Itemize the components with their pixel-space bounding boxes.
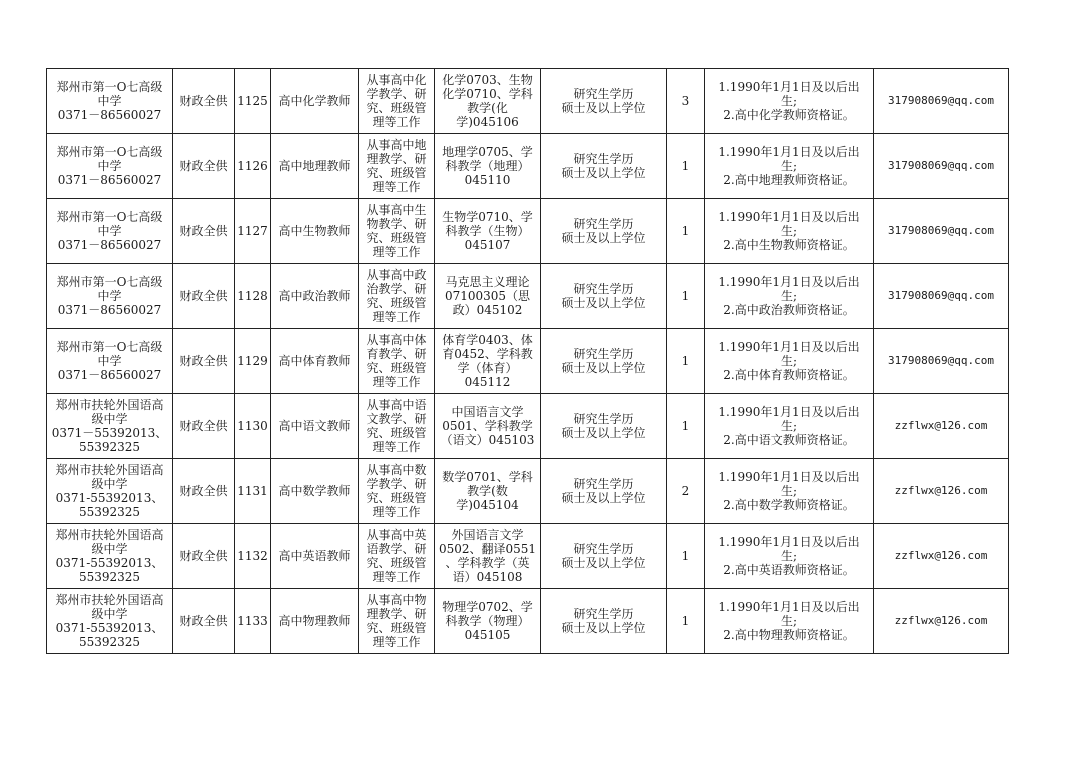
table-row (47, 134, 1009, 199)
major-line: 045105 (464, 628, 511, 642)
unit-line: 级中学 (91, 477, 128, 491)
email-cell: 317908069@qq.com (874, 134, 1009, 199)
headcount-cell: 1 (667, 264, 705, 329)
position-name-cell: 高中数学教师 (271, 459, 359, 524)
major-line: 科教学（生物） (445, 224, 530, 238)
requirements-line: 生; (780, 224, 798, 238)
education-cell (541, 199, 667, 264)
email-cell: 317908069@qq.com (874, 199, 1009, 264)
duty-line: 究、班级管 (366, 231, 427, 245)
unit-line: 郑州市扶轮外国语高 (55, 528, 164, 542)
duty-line: 究、班级管 (366, 426, 427, 440)
requirements-line: 生; (780, 289, 798, 303)
headcount-cell: 3 (667, 69, 705, 134)
unit-line: 0371-55392013、 (55, 556, 164, 570)
major-line: 数学0701、学科 (442, 470, 533, 484)
requirements-line: 生; (780, 419, 798, 433)
duty-cell (359, 329, 435, 394)
requirements-line: 2.高中体育教师资格证。 (723, 368, 855, 382)
table-row (47, 459, 1009, 524)
major-line: 045107 (464, 238, 511, 252)
funding-cell: 财政全供 (173, 589, 235, 654)
education-line: 研究生学历 (573, 152, 634, 166)
education-line: 硕士及以上学位 (561, 361, 646, 375)
requirements-line: 1.1990年1月1日及以后出 (718, 600, 860, 614)
duty-line: 究、班级管 (366, 491, 427, 505)
duty-line: 究、班级管 (366, 101, 427, 115)
unit-line: 55392325 (78, 635, 141, 649)
duty-line: 从事高中语 (366, 398, 427, 412)
education-cell (541, 264, 667, 329)
funding-cell: 财政全供 (173, 329, 235, 394)
requirements-cell (705, 69, 874, 134)
unit-line: 郑州市扶轮外国语高 (55, 398, 164, 412)
unit-line: 郑州市第一O七高级 (56, 80, 163, 94)
major-cell (435, 199, 541, 264)
email-cell: 317908069@qq.com (874, 69, 1009, 134)
duty-line: 理等工作 (372, 245, 421, 259)
unit-cell (47, 134, 173, 199)
education-line: 研究生学历 (573, 282, 634, 296)
duty-line: 育教学、研 (366, 347, 427, 361)
major-line: 045112 (464, 375, 511, 389)
funding-cell: 财政全供 (173, 524, 235, 589)
duty-line: 究、班级管 (366, 556, 427, 570)
duty-line: 究、班级管 (366, 621, 427, 635)
table-row (47, 589, 1009, 654)
unit-line: 0371－55392013、 (51, 426, 168, 440)
major-line: （语文）045103 (440, 433, 535, 447)
duty-line: 理教学、研 (366, 607, 427, 621)
requirements-line: 生; (780, 484, 798, 498)
requirements-line: 1.1990年1月1日及以后出 (718, 405, 860, 419)
unit-line: 级中学 (91, 542, 128, 556)
duty-cell (359, 394, 435, 459)
requirements-line: 2.高中地理教师资格证。 (723, 173, 855, 187)
requirements-line: 2.高中化学教师资格证。 (723, 108, 855, 122)
requirements-line: 生; (780, 159, 798, 173)
major-cell (435, 264, 541, 329)
requirements-line: 生; (780, 549, 798, 563)
table-row (47, 329, 1009, 394)
unit-line: 中学 (97, 159, 122, 173)
position-code-cell: 1130 (235, 394, 271, 459)
table-row (47, 69, 1009, 134)
major-cell (435, 589, 541, 654)
education-line: 硕士及以上学位 (561, 426, 646, 440)
requirements-cell (705, 589, 874, 654)
unit-cell (47, 394, 173, 459)
table-row (47, 524, 1009, 589)
duty-cell (359, 134, 435, 199)
requirements-line: 1.1990年1月1日及以后出 (718, 145, 860, 159)
unit-line: 55392325 (78, 505, 141, 519)
major-cell (435, 394, 541, 459)
duty-cell (359, 589, 435, 654)
duty-cell (359, 69, 435, 134)
unit-line: 0371－86560027 (57, 303, 162, 317)
unit-line: 0371－86560027 (57, 173, 162, 187)
education-line: 硕士及以上学位 (561, 166, 646, 180)
unit-line: 中学 (97, 354, 122, 368)
major-line: 化学0703、生物 (442, 73, 533, 87)
requirements-line: 生; (780, 354, 798, 368)
requirements-line: 生; (780, 614, 798, 628)
duty-line: 究、班级管 (366, 166, 427, 180)
major-line: 教学(化 (467, 101, 508, 115)
position-name-cell: 高中体育教师 (271, 329, 359, 394)
major-line: 地理学0705、学 (442, 145, 533, 159)
major-line: 体育学0403、体 (442, 333, 533, 347)
table-row (47, 264, 1009, 329)
duty-line: 理等工作 (372, 505, 421, 519)
duty-line: 究、班级管 (366, 296, 427, 310)
unit-line: 中学 (97, 289, 122, 303)
duty-line: 从事高中化 (366, 73, 427, 87)
major-line: 学)045104 (456, 498, 519, 512)
education-line: 研究生学历 (573, 607, 634, 621)
headcount-cell: 1 (667, 329, 705, 394)
education-line: 硕士及以上学位 (561, 231, 646, 245)
funding-cell: 财政全供 (173, 264, 235, 329)
unit-line: 郑州市第一O七高级 (56, 275, 163, 289)
education-line: 研究生学历 (573, 217, 634, 231)
requirements-cell (705, 199, 874, 264)
funding-cell: 财政全供 (173, 459, 235, 524)
unit-line: 0371－86560027 (57, 238, 162, 252)
major-line: 学（体育） (457, 361, 518, 375)
headcount-cell: 2 (667, 459, 705, 524)
major-line: 化学0710、学科 (442, 87, 533, 101)
unit-line: 郑州市第一O七高级 (56, 210, 163, 224)
education-line: 研究生学历 (573, 412, 634, 426)
requirements-line: 2.高中生物教师资格证。 (723, 238, 855, 252)
duty-line: 从事高中政 (366, 268, 427, 282)
unit-line: 级中学 (91, 412, 128, 426)
requirements-line: 2.高中物理教师资格证。 (723, 628, 855, 642)
unit-line: 55392325 (78, 570, 141, 584)
duty-line: 理等工作 (372, 115, 421, 129)
duty-line: 从事高中生 (366, 203, 427, 217)
major-line: 科教学（地理） (445, 159, 530, 173)
duty-line: 理等工作 (372, 310, 421, 324)
major-line: 外国语言文学 (451, 528, 524, 542)
duty-line: 语教学、研 (366, 542, 427, 556)
requirements-cell (705, 134, 874, 199)
major-line: 07100305（思 (444, 289, 531, 303)
headcount-cell: 1 (667, 589, 705, 654)
email-cell: zzflwx@126.com (874, 589, 1009, 654)
requirements-line: 2.高中政治教师资格证。 (723, 303, 855, 317)
duty-line: 物教学、研 (366, 217, 427, 231)
education-line: 硕士及以上学位 (561, 491, 646, 505)
email-cell: zzflwx@126.com (874, 524, 1009, 589)
email-cell: zzflwx@126.com (874, 459, 1009, 524)
position-code-cell: 1132 (235, 524, 271, 589)
headcount-cell: 1 (667, 524, 705, 589)
position-name-cell: 高中政治教师 (271, 264, 359, 329)
education-cell (541, 69, 667, 134)
requirements-line: 1.1990年1月1日及以后出 (718, 275, 860, 289)
position-code-cell: 1127 (235, 199, 271, 264)
position-name-cell: 高中语文教师 (271, 394, 359, 459)
headcount-cell: 1 (667, 199, 705, 264)
position-code-cell: 1131 (235, 459, 271, 524)
requirements-line: 1.1990年1月1日及以后出 (718, 80, 860, 94)
major-line: 教学(数 (467, 484, 508, 498)
position-code-cell: 1129 (235, 329, 271, 394)
position-name-cell: 高中生物教师 (271, 199, 359, 264)
requirements-cell (705, 394, 874, 459)
duty-line: 理等工作 (372, 180, 421, 194)
major-cell (435, 329, 541, 394)
position-code-cell: 1128 (235, 264, 271, 329)
education-line: 研究生学历 (573, 347, 634, 361)
unit-line: 0371-55392013、 (55, 491, 164, 505)
education-cell (541, 394, 667, 459)
position-code-cell: 1125 (235, 69, 271, 134)
duty-line: 治教学、研 (366, 282, 427, 296)
duty-line: 从事高中物 (366, 593, 427, 607)
education-cell (541, 589, 667, 654)
education-line: 研究生学历 (573, 87, 634, 101)
unit-cell (47, 199, 173, 264)
requirements-line: 1.1990年1月1日及以后出 (718, 340, 860, 354)
unit-cell (47, 589, 173, 654)
position-name-cell: 高中化学教师 (271, 69, 359, 134)
requirements-line: 1.1990年1月1日及以后出 (718, 535, 860, 549)
duty-line: 理等工作 (372, 635, 421, 649)
duty-line: 学教学、研 (366, 87, 427, 101)
unit-line: 0371－86560027 (57, 108, 162, 122)
email-cell: 317908069@qq.com (874, 329, 1009, 394)
duty-cell (359, 459, 435, 524)
requirements-line: 1.1990年1月1日及以后出 (718, 210, 860, 224)
unit-line: 郑州市扶轮外国语高 (55, 593, 164, 607)
duty-line: 理等工作 (372, 570, 421, 584)
duty-cell (359, 524, 435, 589)
major-cell (435, 524, 541, 589)
funding-cell: 财政全供 (173, 394, 235, 459)
major-line: 政）045102 (452, 303, 523, 317)
unit-line: 0371-55392013、 (55, 621, 164, 635)
education-line: 研究生学历 (573, 542, 634, 556)
requirements-cell (705, 264, 874, 329)
unit-line: 55392325 (78, 440, 141, 454)
table-row (47, 394, 1009, 459)
unit-line: 0371－86560027 (57, 368, 162, 382)
major-line: 生物学0710、学 (442, 210, 533, 224)
unit-line: 郑州市第一O七高级 (56, 340, 163, 354)
duty-line: 理等工作 (372, 440, 421, 454)
major-line: 物理学0702、学 (442, 600, 533, 614)
headcount-cell: 1 (667, 134, 705, 199)
duty-line: 理教学、研 (366, 152, 427, 166)
major-line: 育0452、学科教 (442, 347, 533, 361)
duty-line: 理等工作 (372, 375, 421, 389)
table-row (47, 199, 1009, 264)
email-cell: 317908069@qq.com (874, 264, 1009, 329)
unit-cell (47, 524, 173, 589)
major-line: 0501、学科教学 (442, 419, 533, 433)
duty-line: 从事高中英 (366, 528, 427, 542)
duty-line: 从事高中体 (366, 333, 427, 347)
position-name-cell: 高中物理教师 (271, 589, 359, 654)
unit-cell (47, 264, 173, 329)
unit-cell (47, 69, 173, 134)
requirements-line: 2.高中数学教师资格证。 (723, 498, 855, 512)
major-line: 045110 (464, 173, 511, 187)
major-line: 马克思主义理论 (445, 275, 530, 289)
requirements-cell (705, 459, 874, 524)
recruitment-table (46, 68, 1009, 654)
major-cell (435, 459, 541, 524)
funding-cell: 财政全供 (173, 69, 235, 134)
unit-line: 郑州市第一O七高级 (56, 145, 163, 159)
requirements-cell (705, 524, 874, 589)
unit-line: 级中学 (91, 607, 128, 621)
requirements-line: 1.1990年1月1日及以后出 (718, 470, 860, 484)
duty-line: 文教学、研 (366, 412, 427, 426)
funding-cell: 财政全供 (173, 134, 235, 199)
education-cell (541, 134, 667, 199)
major-line: 学)045106 (456, 115, 519, 129)
education-line: 硕士及以上学位 (561, 621, 646, 635)
unit-line: 郑州市扶轮外国语高 (55, 463, 164, 477)
education-cell (541, 459, 667, 524)
unit-line: 中学 (97, 224, 122, 238)
requirements-cell (705, 329, 874, 394)
education-line: 硕士及以上学位 (561, 556, 646, 570)
duty-line: 究、班级管 (366, 361, 427, 375)
education-cell (541, 524, 667, 589)
position-name-cell: 高中地理教师 (271, 134, 359, 199)
requirements-line: 2.高中语文教师资格证。 (723, 433, 855, 447)
requirements-line: 2.高中英语教师资格证。 (723, 563, 855, 577)
major-cell (435, 69, 541, 134)
position-name-cell: 高中英语教师 (271, 524, 359, 589)
duty-line: 从事高中地 (366, 138, 427, 152)
education-cell (541, 329, 667, 394)
education-line: 研究生学历 (573, 477, 634, 491)
duty-cell (359, 199, 435, 264)
unit-cell (47, 459, 173, 524)
position-code-cell: 1126 (235, 134, 271, 199)
major-line: 语）045108 (452, 570, 523, 584)
duty-line: 从事高中数 (366, 463, 427, 477)
major-line: 、学科教学（英 (445, 556, 530, 570)
requirements-line: 生; (780, 94, 798, 108)
email-cell: zzflwx@126.com (874, 394, 1009, 459)
duty-line: 学教学、研 (366, 477, 427, 491)
position-code-cell: 1133 (235, 589, 271, 654)
major-line: 0502、翻译0551 (438, 542, 537, 556)
major-line: 科教学（物理） (445, 614, 530, 628)
education-line: 硕士及以上学位 (561, 101, 646, 115)
major-cell (435, 134, 541, 199)
education-line: 硕士及以上学位 (561, 296, 646, 310)
duty-cell (359, 264, 435, 329)
headcount-cell: 1 (667, 394, 705, 459)
unit-cell (47, 329, 173, 394)
unit-line: 中学 (97, 94, 122, 108)
major-line: 中国语言文学 (451, 405, 524, 419)
funding-cell: 财政全供 (173, 199, 235, 264)
